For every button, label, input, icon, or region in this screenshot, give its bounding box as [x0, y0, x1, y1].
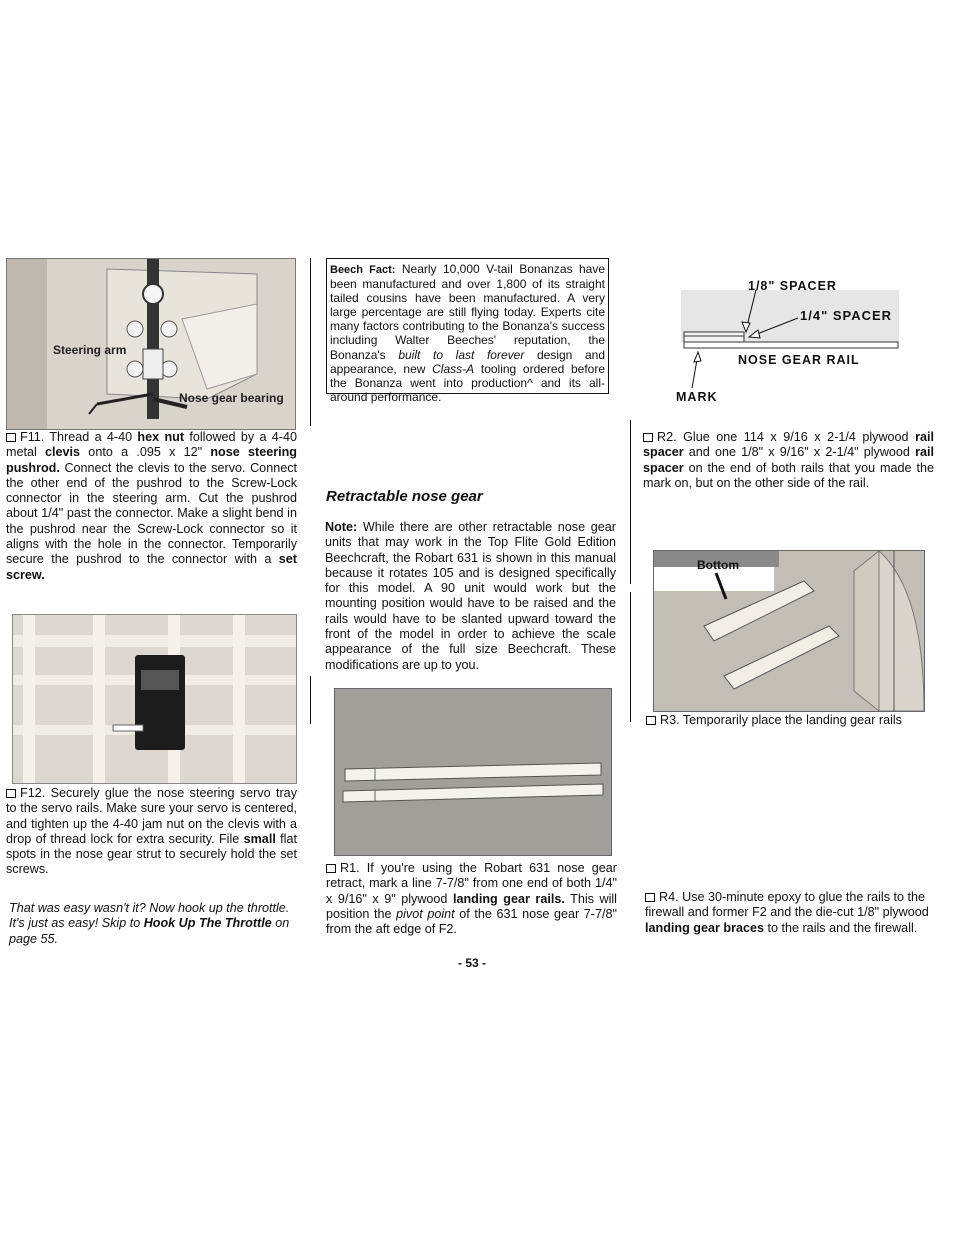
servo-tray-photo — [12, 614, 297, 784]
nose-gear-bearing-label: Nose gear bearing — [179, 391, 284, 405]
mark-label: MARK — [676, 390, 718, 404]
step-r2: R2. Glue one 114 x 9/16 x 2-1/4 plywood rail spacer and one 1/8" x 9/16" x 2-1/4" plywood rail spacer on the end of both rails that you made the mark on, but on the other side of the rail. — [643, 430, 934, 490]
section-heading: Retractable nose gear — [326, 488, 483, 505]
spacer-1-4-label: 1/4" SPACER — [800, 308, 893, 323]
checkbox-icon[interactable] — [326, 864, 336, 873]
step-f12: F12. Securely glue the nose steering servo tray to the servo rails. Make sure your servo is centered, and tighten up the 4-40 jam nut on the clevis with a drop of thread lock for extra security. File small flat spots in the nose gear strut to securely hold the set screws. — [6, 786, 297, 877]
checkbox-icon[interactable] — [643, 433, 653, 442]
throttle-note: That was easy wasn't it? Now hook up the throttle. It's just as easy! Skip to Hook Up The Throttle on page 55. — [9, 901, 290, 946]
steering-arm-label: Steering arm — [53, 343, 127, 357]
column-divider — [310, 258, 311, 426]
checkbox-icon[interactable] — [6, 789, 16, 798]
servo-tray-illustration — [13, 615, 296, 783]
step-f11: F11. Thread a 4-40 hex nut followed by a 4-40 metal clevis onto a .095 x 12" nose steering pushrod. Connect the clevis to the servo. Connect the other end of the pushrod to the Screw-Lock connector in the steering arm. Cut the pushrod about 1/4" past the connector. Make a slight bend in the pushrod near the Screw-Lock connector so it aligns with the hole in the connector. Temporarily secure the pushrod to the connector with a set screw. — [6, 430, 298, 582]
rails-placement-photo — [653, 550, 925, 712]
column-divider — [630, 420, 631, 584]
nose-steering-photo — [6, 258, 296, 430]
step-r4: R4. Use 30-minute epoxy to glue the rails to the firewall and former F2 and the die-cut 1/8" plywood landing gear braces to the rails and the firewall. — [645, 890, 929, 935]
beech-fact-box: Beech Fact: Nearly 10,000 V-tail Bonanzas have been manufactured and over 1,800 of its straight tailed cousins have been manufactured. A very large percentage are still flying today. Experts cite many factors contributing to the Bonanza's success including Walter Beeches' reputation, the Bonanza's built to last forever design and appearance, new Class-A tooling ordered before the Bonanza went into production^ and its all-around performance. — [326, 258, 609, 394]
page-number: - 53 - — [458, 956, 487, 970]
bottom-label: Bottom — [697, 558, 739, 572]
beech-fact-label: Beech Fact: — [330, 264, 396, 276]
step-r1: R1. If you're using the Robart 631 nose gear retract, mark a line 7-7/8" from one end of both 1/4" x 9/16" x 9" plywood landing gear rails. This will position the pivot point of the 631 nose gear 7-7/8" from the aft edge of F2. — [326, 861, 617, 937]
retract-note: Note: While there are other retractable nose gear units that may work in the Top Flite Gold Edition Beechcraft, the Robart 631 is shown in this manual because it rotates 105 and is designed specifically for this model. A 90 unit would work but the mounting position would have to be raised and the rails would have to be slanted upward toward the front of the model in order to achieve the scale appearance of the full size Beechcraft. These modifications are up to you. — [325, 520, 616, 672]
step-r3: R3. Temporarily place the landing gear rails — [646, 713, 937, 728]
nose-gear-rail-label: NOSE GEAR RAIL — [738, 353, 860, 367]
checkbox-icon[interactable] — [645, 893, 655, 902]
checkbox-icon[interactable] — [646, 716, 656, 725]
spacer-diagram — [676, 276, 906, 411]
rails-illustration — [335, 689, 611, 855]
landing-gear-rails-photo — [334, 688, 612, 856]
column-divider — [630, 592, 631, 722]
rails-placement-illustration — [654, 551, 924, 711]
column-divider — [310, 676, 311, 724]
checkbox-icon[interactable] — [6, 433, 16, 442]
spacer-1-8-label: 1/8" SPACER — [748, 279, 837, 293]
